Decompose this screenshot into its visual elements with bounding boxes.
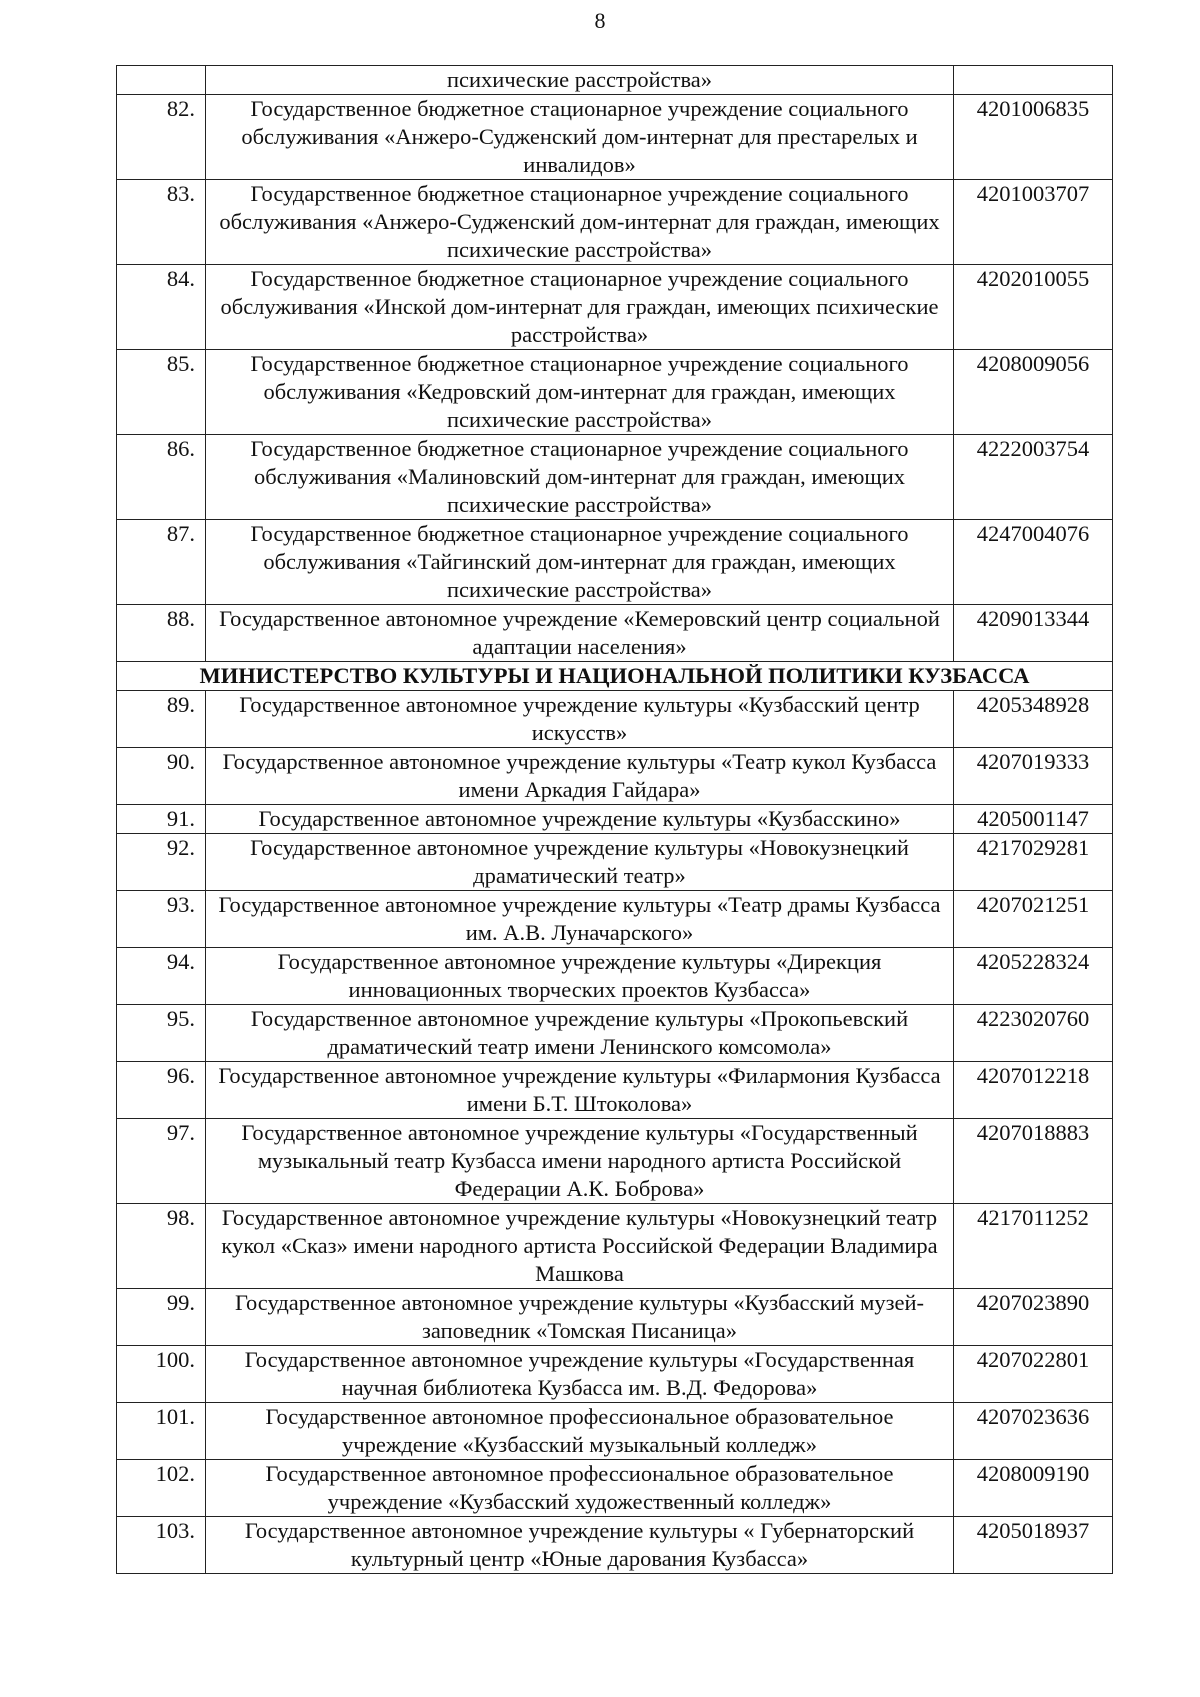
row-number: 90.	[117, 748, 206, 805]
inn-code: 4201003707	[954, 180, 1113, 265]
table-body-section	[117, 662, 1113, 691]
table-row	[117, 1119, 1113, 1204]
institution-name: Государственное автономное профессиональное образовательное учреждение «Кузбасский музыкальный колледж»	[206, 1403, 954, 1460]
inn-code: 4217029281	[954, 834, 1113, 891]
inn-code: 4205018937	[954, 1517, 1113, 1574]
table-row	[117, 350, 1113, 435]
inn-code: 4205348928	[954, 691, 1113, 748]
institution-name: Государственное автономное учреждение культуры «Новокузнецкий театр кукол «Сказ» имени народного артиста Российской Федерации Владимира Машкова	[206, 1204, 954, 1289]
row-number: 87.	[117, 520, 206, 605]
institution-name: психические расстройства»	[206, 66, 954, 95]
institutions-table	[116, 65, 1113, 1574]
row-number: 102.	[117, 1460, 206, 1517]
inn-code: 4223020760	[954, 1005, 1113, 1062]
row-number: 86.	[117, 435, 206, 520]
inn-code: 4207021251	[954, 891, 1113, 948]
row-number: 93.	[117, 891, 206, 948]
table-row	[117, 1460, 1113, 1517]
table-row	[117, 605, 1113, 662]
table-row	[117, 265, 1113, 350]
institution-name: Государственное автономное учреждение культуры « Губернаторский культурный центр «Юные дарования Кузбасса»	[206, 1517, 954, 1574]
table-row	[117, 891, 1113, 948]
institution-name: Государственное автономное учреждение культуры «Прокопьевский драматический театр имени Ленинского комсомола»	[206, 1005, 954, 1062]
inn-code: 4207019333	[954, 748, 1113, 805]
table-row-continued	[117, 66, 1113, 95]
table-row	[117, 520, 1113, 605]
inn-code: 4207018883	[954, 1119, 1113, 1204]
row-number: 82.	[117, 95, 206, 180]
table-row	[117, 805, 1113, 834]
institution-name: Государственное автономное профессиональное образовательное учреждение «Кузбасский художественный колледж»	[206, 1460, 954, 1517]
inn-code: 4205228324	[954, 948, 1113, 1005]
institution-name: Государственное бюджетное стационарное учреждение социального обслуживания «Тайгинский дом-интернат для граждан, имеющих психические расстройства»	[206, 520, 954, 605]
institution-name: Государственное автономное учреждение культуры «Новокузнецкий драматический театр»	[206, 834, 954, 891]
table-row	[117, 1005, 1113, 1062]
section-heading-row	[117, 662, 1113, 691]
page-number: 8	[594, 8, 606, 33]
institution-name: Государственное бюджетное стационарное учреждение социального обслуживания «Малиновский дом-интернат для граждан, имеющих психические расстройства»	[206, 435, 954, 520]
table-row	[117, 748, 1113, 805]
table-row	[117, 834, 1113, 891]
institution-name: Государственное автономное учреждение культуры «Театр драмы Кузбасса им. А.В. Луначарского»	[206, 891, 954, 948]
inn-code: 4209013344	[954, 605, 1113, 662]
table-row	[117, 1517, 1113, 1574]
inn-code: 4207023636	[954, 1403, 1113, 1460]
institution-name: Государственное автономное учреждение «Кемеровский центр социальной адаптации населения»	[206, 605, 954, 662]
institution-name: Государственное автономное учреждение культуры «Филармония Кузбасса имени Б.Т. Штоколова»	[206, 1062, 954, 1119]
row-number: 94.	[117, 948, 206, 1005]
inn-code: 4247004076	[954, 520, 1113, 605]
table-row	[117, 435, 1113, 520]
row-number: 89.	[117, 691, 206, 748]
table-row	[117, 948, 1113, 1005]
inn-code: 4205001147	[954, 805, 1113, 834]
table-row	[117, 95, 1113, 180]
row-number: 103.	[117, 1517, 206, 1574]
row-number: 92.	[117, 834, 206, 891]
row-number: 95.	[117, 1005, 206, 1062]
table-row	[117, 1346, 1113, 1403]
row-number: 96.	[117, 1062, 206, 1119]
row-number	[117, 66, 206, 95]
inn-code: 4207012218	[954, 1062, 1113, 1119]
row-number: 100.	[117, 1346, 206, 1403]
institution-name: Государственное автономное учреждение культуры «Кузбасскино»	[206, 805, 954, 834]
inn-code	[954, 66, 1113, 95]
section-heading: МИНИСТЕРСТВО КУЛЬТУРЫ И НАЦИОНАЛЬНОЙ ПОЛИТИКИ КУЗБАССА	[117, 662, 1113, 691]
institution-name: Государственное автономное учреждение культуры «Дирекция инновационных творческих проектов Кузбасса»	[206, 948, 954, 1005]
row-number: 88.	[117, 605, 206, 662]
inn-code: 4202010055	[954, 265, 1113, 350]
table-row	[117, 1204, 1113, 1289]
inn-code: 4207023890	[954, 1289, 1113, 1346]
inn-code: 4217011252	[954, 1204, 1113, 1289]
institution-name: Государственное бюджетное стационарное учреждение социального обслуживания «Инской дом-интернат для граждан, имеющих психические расстройства»	[206, 265, 954, 350]
table-row	[117, 1289, 1113, 1346]
inn-code: 4208009056	[954, 350, 1113, 435]
institution-name: Государственное бюджетное стационарное учреждение социального обслуживания «Анжеро-Судженский дом-интернат для граждан, имеющих психические расстройства»	[206, 180, 954, 265]
row-number: 84.	[117, 265, 206, 350]
institution-name: Государственное автономное учреждение культуры «Кузбасский центр искусств»	[206, 691, 954, 748]
institution-name: Государственное автономное учреждение культуры «Государственный музыкальный театр Кузбасса имени народного артиста Российской Федерации А.К. Боброва»	[206, 1119, 954, 1204]
inn-code: 4201006835	[954, 95, 1113, 180]
table-row	[117, 180, 1113, 265]
table-row	[117, 1062, 1113, 1119]
institution-name: Государственное бюджетное стационарное учреждение социального обслуживания «Кедровский дом-интернат для граждан, имеющих психические расстройства»	[206, 350, 954, 435]
row-number: 99.	[117, 1289, 206, 1346]
institution-name: Государственное бюджетное стационарное учреждение социального обслуживания «Анжеро-Судженский дом-интернат для престарелых и инвалидов»	[206, 95, 954, 180]
row-number: 101.	[117, 1403, 206, 1460]
row-number: 83.	[117, 180, 206, 265]
table-body-social	[117, 66, 1113, 662]
table-body-culture	[117, 691, 1113, 1574]
institution-name: Государственное автономное учреждение культуры «Театр кукол Кузбасса имени Аркадия Гайдара»	[206, 748, 954, 805]
table-row	[117, 691, 1113, 748]
row-number: 91.	[117, 805, 206, 834]
institution-name: Государственное автономное учреждение культуры «Государственная научная библиотека Кузбасса им. В.Д. Федорова»	[206, 1346, 954, 1403]
row-number: 85.	[117, 350, 206, 435]
row-number: 97.	[117, 1119, 206, 1204]
row-number: 98.	[117, 1204, 206, 1289]
table-row	[117, 1403, 1113, 1460]
inn-code: 4222003754	[954, 435, 1113, 520]
inn-code: 4208009190	[954, 1460, 1113, 1517]
institution-name: Государственное автономное учреждение культуры «Кузбасский музей-заповедник «Томская Писаница»	[206, 1289, 954, 1346]
inn-code: 4207022801	[954, 1346, 1113, 1403]
